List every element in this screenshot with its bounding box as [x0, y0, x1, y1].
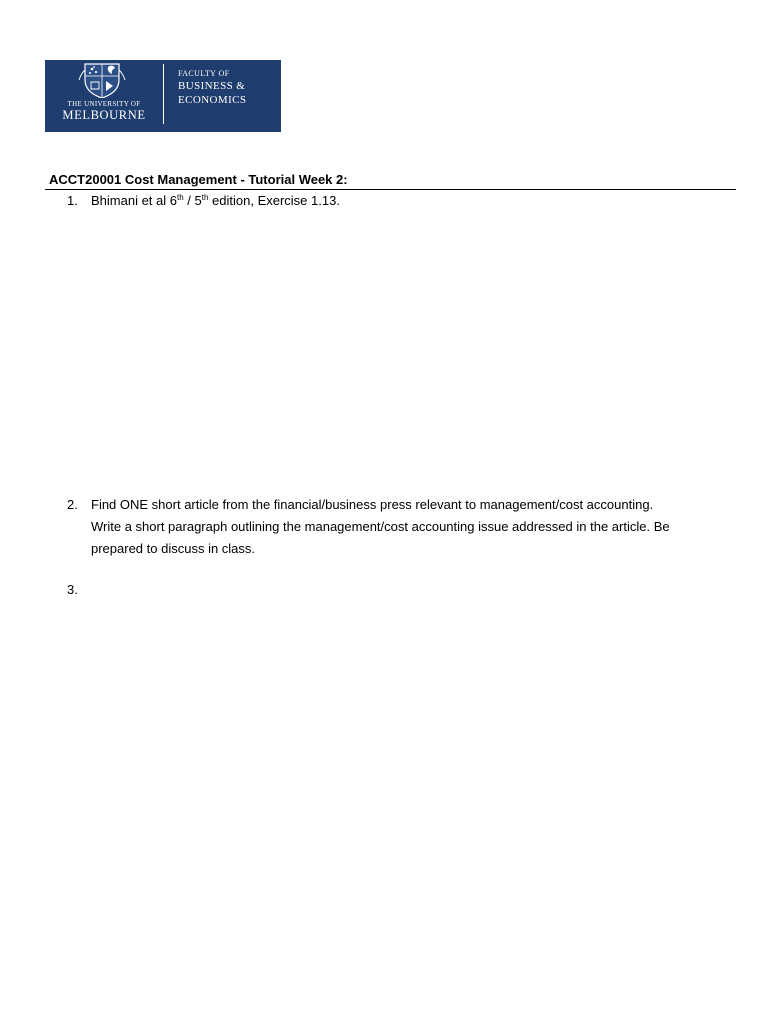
university-logo	[45, 60, 281, 132]
faculty-line1: FACULTY OF	[178, 69, 230, 78]
superscript: th	[177, 193, 184, 202]
document-title: ACCT20001 Cost Management - Tutorial Week 2:	[49, 172, 348, 187]
item-number: 3.	[67, 582, 78, 597]
item-text-line: Write a short paragraph outlining the management/cost accounting issue addressed in the article. Be	[91, 519, 670, 534]
item-text-line: prepared to discuss in class.	[91, 541, 256, 556]
item-text-part: edition, Exercise 1.13.	[208, 193, 340, 208]
item-text-line: Find ONE short article from the financial/business press relevant to management/cost accounting.	[91, 497, 654, 512]
item-text-part: Bhimani et al 6	[91, 193, 177, 208]
university-name-line2: MELBOURNE	[62, 108, 146, 122]
item-text	[91, 494, 741, 560]
university-crest-icon	[77, 62, 127, 98]
faculty-line2: BUSINESS &	[178, 80, 246, 92]
item-text-part: / 5	[183, 193, 202, 208]
item-text	[91, 190, 741, 212]
superscript: th	[201, 193, 209, 202]
university-name-line1: THE UNIVERSITY OF	[67, 100, 141, 108]
item-number: 1.	[67, 193, 78, 208]
item-number: 2.	[67, 497, 78, 512]
faculty-line3: ECONOMICS	[178, 94, 247, 106]
logo-divider	[163, 64, 164, 124]
